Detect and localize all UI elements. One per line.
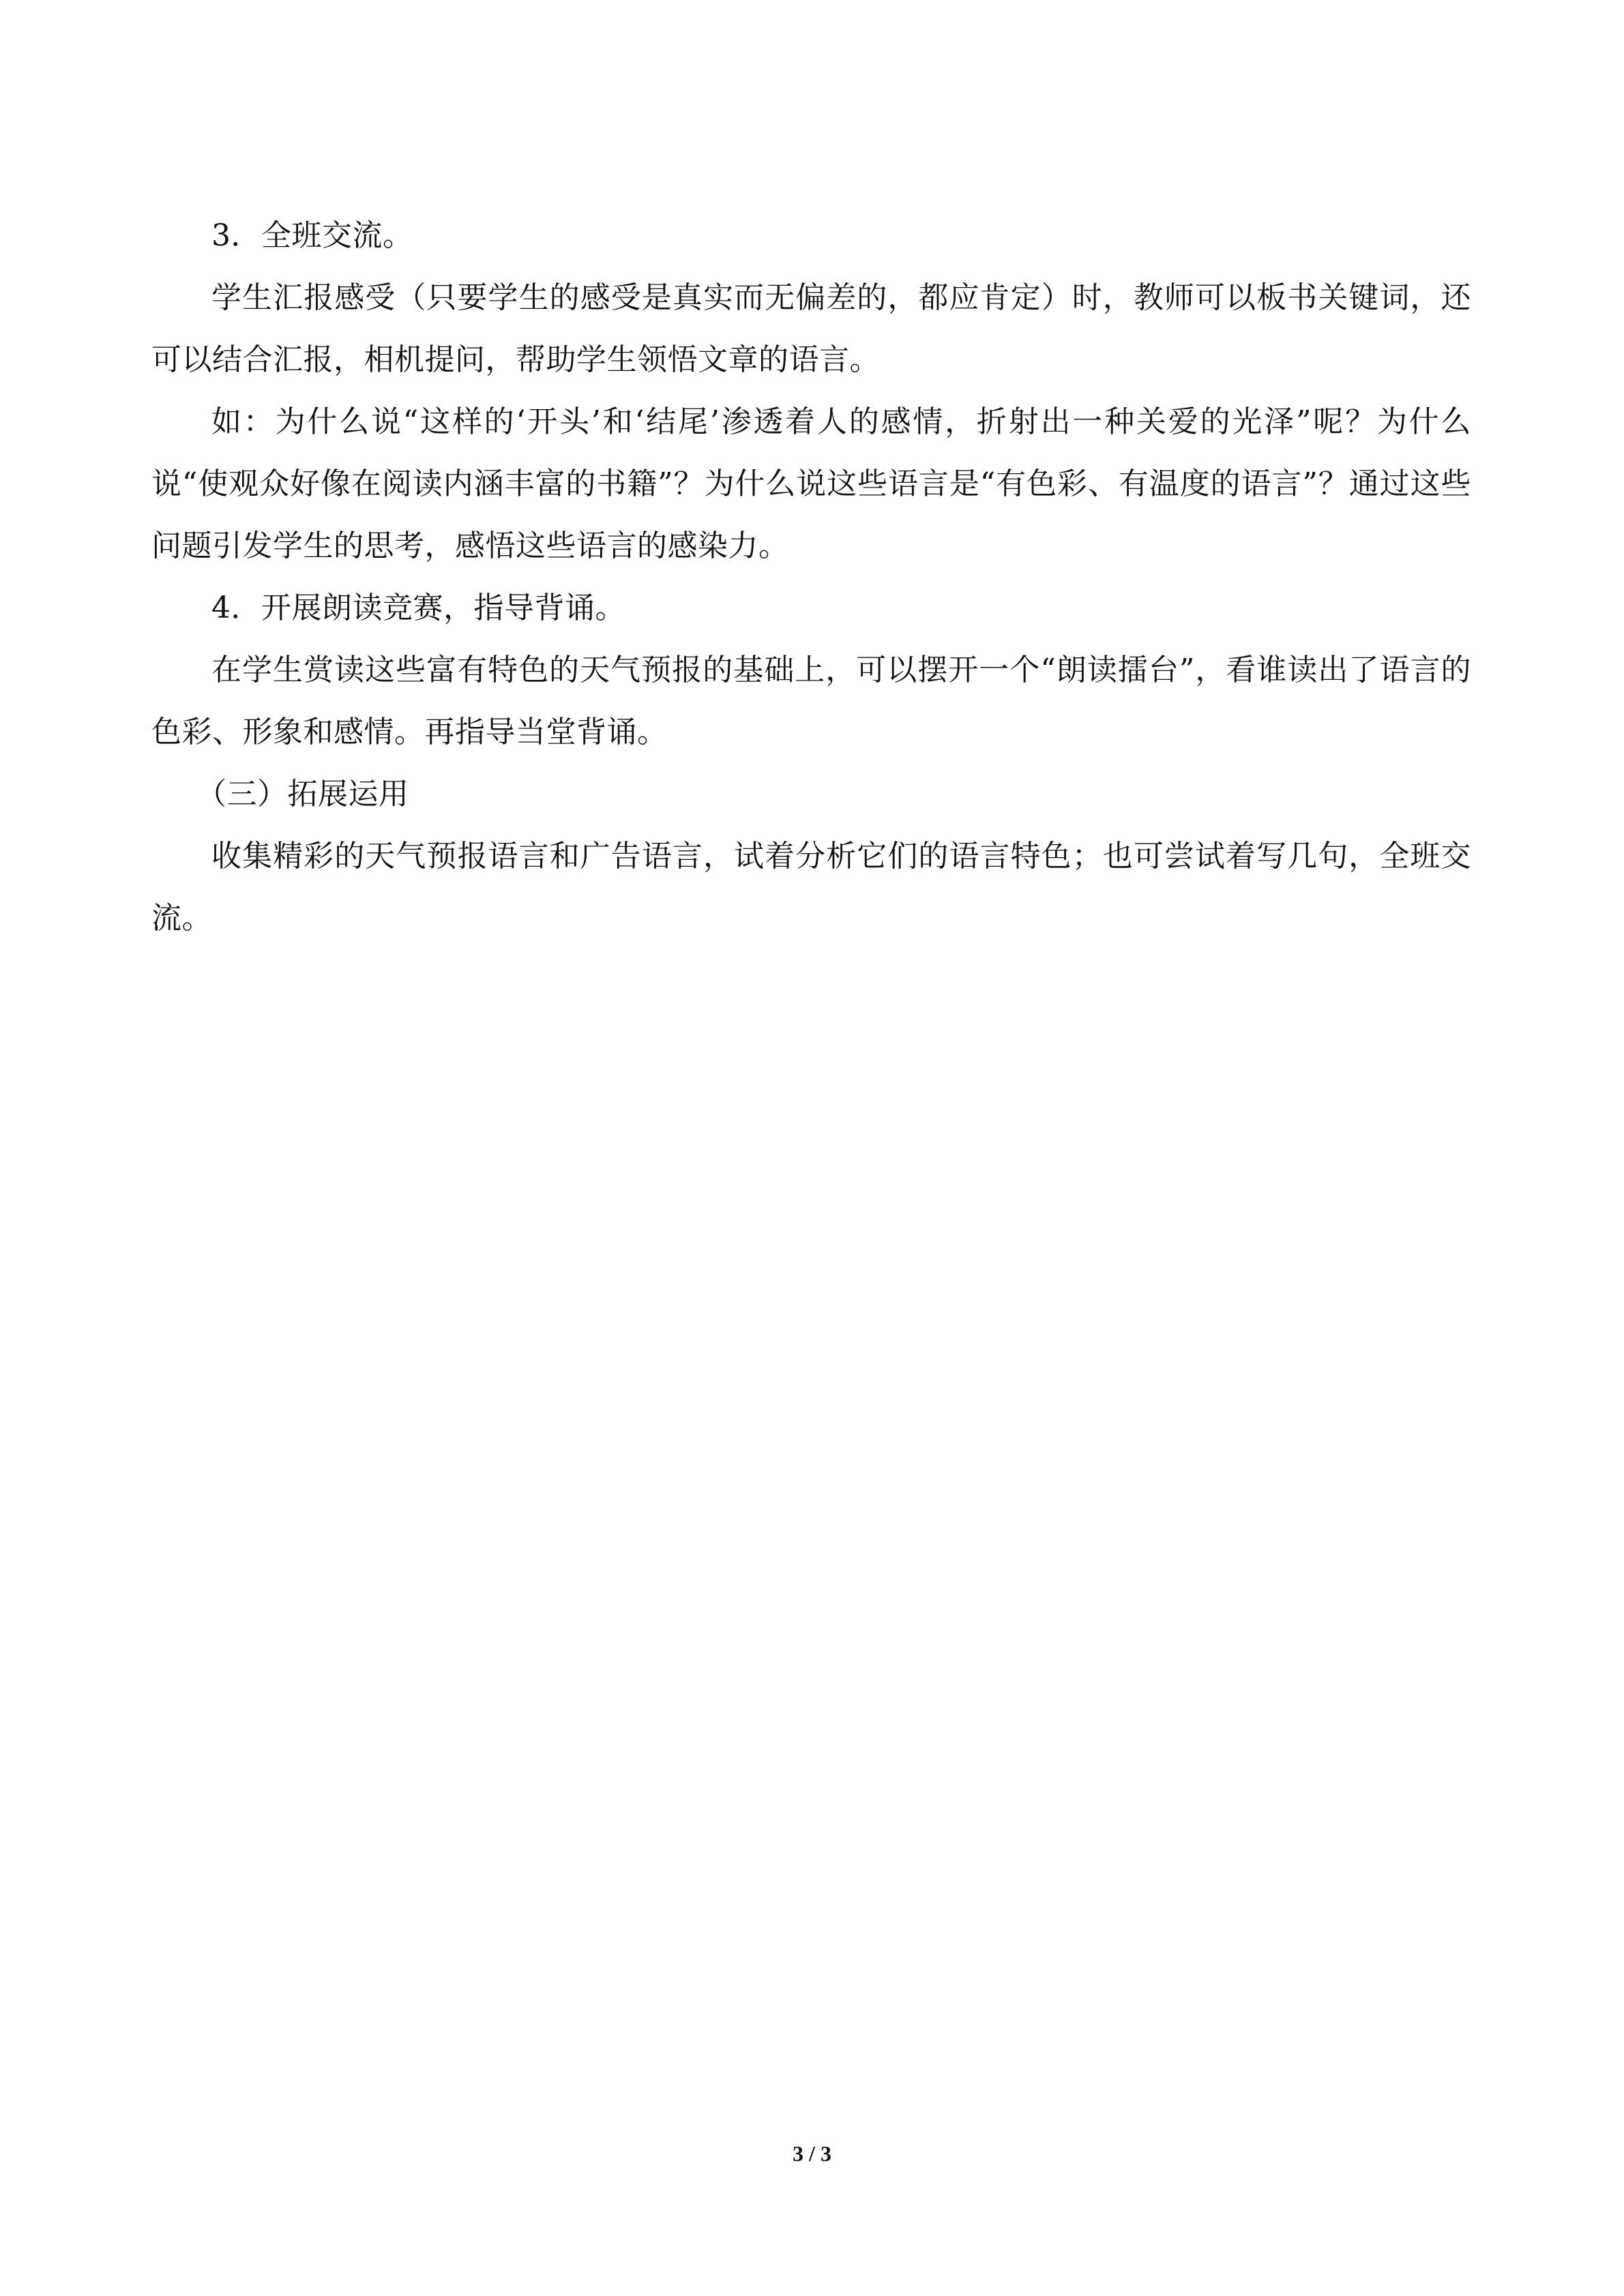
paragraph-report-feelings: 学生汇报感受（只要学生的感受是真实而无偏差的，都应肯定）时，教师可以板书关键词，还可以结合汇报，相机提问，帮助学生领悟文章的语言。 [151, 280, 1471, 377]
paragraph-reading-contest: 在学生赏读这些富有特色的天气预报的基础上，可以摆开一个“朗读擂台”，看谁读出了语言的色彩、形象和感情。再指导当堂背诵。 [151, 653, 1471, 749]
section-step-4-heading: 4．开展朗读竞赛，指导背诵。 [211, 591, 625, 625]
section-step-3-heading: 3．全班交流。 [211, 218, 413, 253]
page-number: 3 / 3 [793, 2141, 831, 2166]
paragraph-example-questions: 如：为什么说“这样的‘开头’和‘结尾’渗透着人的感情，折射出一种关爱的光泽”呢？为什么说“使观众好像在阅读内涵丰富的书籍”？为什么说这些语言是“有色彩、有温度的语言”？通过这些问题引发学生的思考，感悟这些语言的感染力。 [151, 404, 1471, 563]
section-extension-heading: （三）拓展运用 [196, 777, 409, 811]
document-body [151, 205, 1471, 949]
paragraph-collect-language: 收集精彩的天气预报语言和广告语言，试着分析它们的语言特色；也可尝试着写几句，全班交流。 [151, 839, 1471, 936]
